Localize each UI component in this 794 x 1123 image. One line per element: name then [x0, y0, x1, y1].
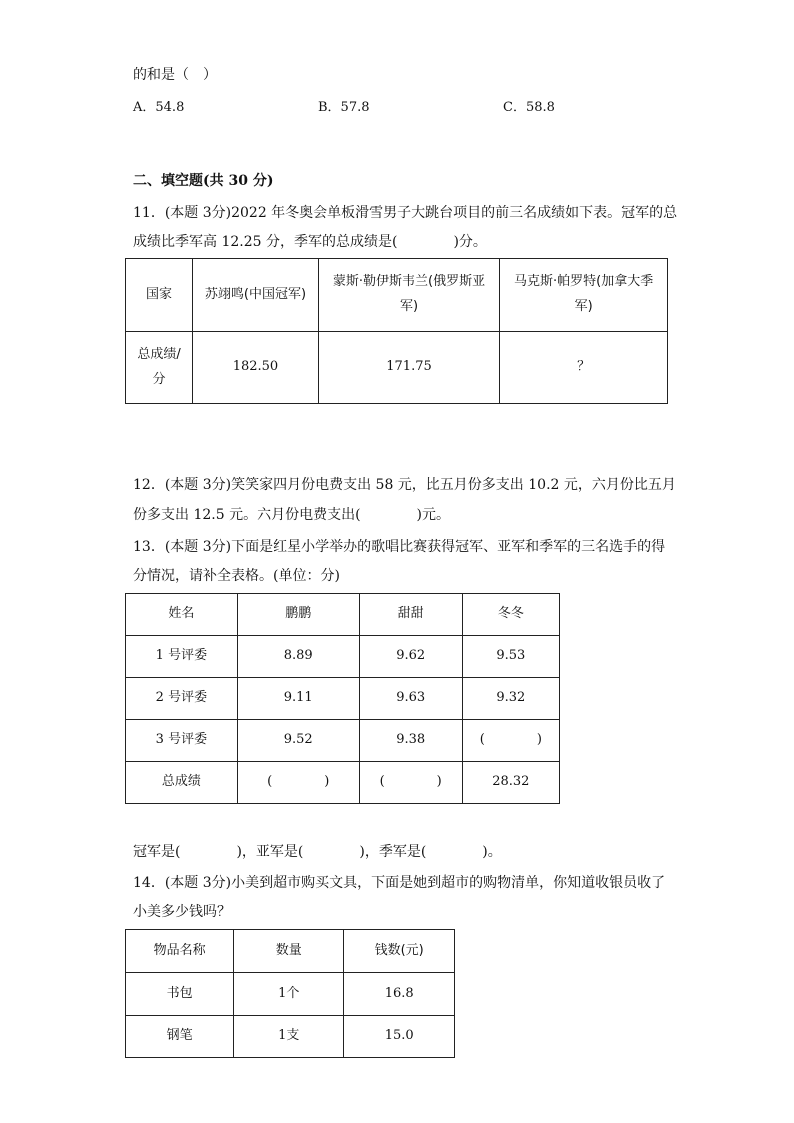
q13-cell: 9.53 — [462, 636, 559, 678]
q14-table — [125, 929, 455, 1058]
q12-line1: 12．(本题 3分)笑笑家四月份电费支出 58 元，比五月份多支出 10.2 元，六月份比五月 — [133, 477, 676, 493]
q10-option-b: B．57.8 — [318, 100, 370, 115]
q14-header-price: 钱数(元) — [344, 930, 455, 973]
table-row — [126, 1016, 455, 1058]
q11-score-row — [126, 332, 668, 404]
q13-blank-cell: ( ) — [237, 762, 359, 804]
q13-cell: 9.32 — [462, 678, 559, 720]
q13-header-name: 姓名 — [126, 594, 238, 636]
q13-blank-cell: ( ) — [462, 720, 559, 762]
q14-line1: 14．(本题 3分)小美到超市购买文具，下面是她到超市的购物清单，你知道收银员收了 — [133, 875, 666, 891]
q13-cell: 9.62 — [359, 636, 462, 678]
q14-header-row — [126, 930, 455, 973]
q13-answer-line: 冠军是( )，亚军是( )，季军是( )。 — [133, 844, 502, 860]
q13-header-row — [126, 594, 560, 636]
q14-qty: 1支 — [234, 1016, 344, 1058]
q13-header-tiantian: 甜甜 — [359, 594, 462, 636]
q12-line2: 份多支出 12.5 元。六月份电费支出( )元。 — [133, 507, 450, 523]
q13-cell: 9.11 — [237, 678, 359, 720]
q13-table — [125, 593, 560, 804]
q14-header-qty: 数量 — [234, 930, 344, 973]
table-row — [126, 973, 455, 1016]
q13-cell: 9.38 — [359, 720, 462, 762]
q14-header-item: 物品名称 — [126, 930, 234, 973]
q11-header-row — [126, 259, 668, 332]
q11-row-label: 总成绩/ 分 — [126, 332, 193, 404]
q13-line2: 分情况，请补全表格。(单位：分) — [133, 568, 340, 584]
q11-table — [125, 258, 668, 404]
table-row — [126, 762, 560, 804]
q13-header-dongdong: 冬冬 — [462, 594, 559, 636]
q13-cell: 9.63 — [359, 678, 462, 720]
q13-cell: 28.32 — [462, 762, 559, 804]
q14-item: 钢笔 — [126, 1016, 234, 1058]
q13-judge-label: 2 号评委 — [126, 678, 238, 720]
q11-line1: 11．(本题 3分)2022 年冬奥会单板滑雪男子大跳台项目的前三名成绩如下表。冠军的总 — [133, 205, 678, 221]
section-title: 二、填空题(共 30 分) — [133, 173, 274, 189]
q11-header-runnerup: 蒙斯·勒伊斯韦兰(俄罗斯亚 军) — [318, 259, 499, 332]
q11-header-champion: 苏翊鸣(中国冠军) — [193, 259, 319, 332]
q11-score-runnerup: 171.75 — [318, 332, 499, 404]
q13-judge-label: 1 号评委 — [126, 636, 238, 678]
q13-cell: 9.52 — [237, 720, 359, 762]
q13-judge-label: 3 号评委 — [126, 720, 238, 762]
q14-line2: 小美多少钱吗？ — [133, 904, 231, 920]
q14-qty: 1个 — [234, 973, 344, 1016]
q10-option-a: A．54.8 — [133, 100, 185, 115]
q13-header-pengpeng: 鹏鹏 — [237, 594, 359, 636]
q13-total-label: 总成绩 — [126, 762, 238, 804]
q11-score-champion: 182.50 — [193, 332, 319, 404]
q13-blank-cell: ( ) — [359, 762, 462, 804]
q11-line2: 成绩比季军高 12.25 分，季军的总成绩是( )分。 — [133, 234, 487, 250]
q14-item: 书包 — [126, 973, 234, 1016]
q14-price: 15.0 — [344, 1016, 455, 1058]
q11-score-third: ？ — [500, 332, 668, 404]
q14-price: 16.8 — [344, 973, 455, 1016]
q10-option-c: C．58.8 — [503, 100, 555, 115]
table-row — [126, 678, 560, 720]
table-row — [126, 720, 560, 762]
q11-header-third: 马克斯·帕罗特(加拿大季 军) — [500, 259, 668, 332]
q10-tail: 的和是（ ） — [133, 67, 217, 83]
table-row — [126, 636, 560, 678]
q13-cell: 8.89 — [237, 636, 359, 678]
q11-header-country: 国家 — [126, 259, 193, 332]
q13-line1: 13．(本题 3分)下面是红星小学举办的歌唱比赛获得冠军、亚军和季军的三名选手的得 — [133, 539, 666, 555]
